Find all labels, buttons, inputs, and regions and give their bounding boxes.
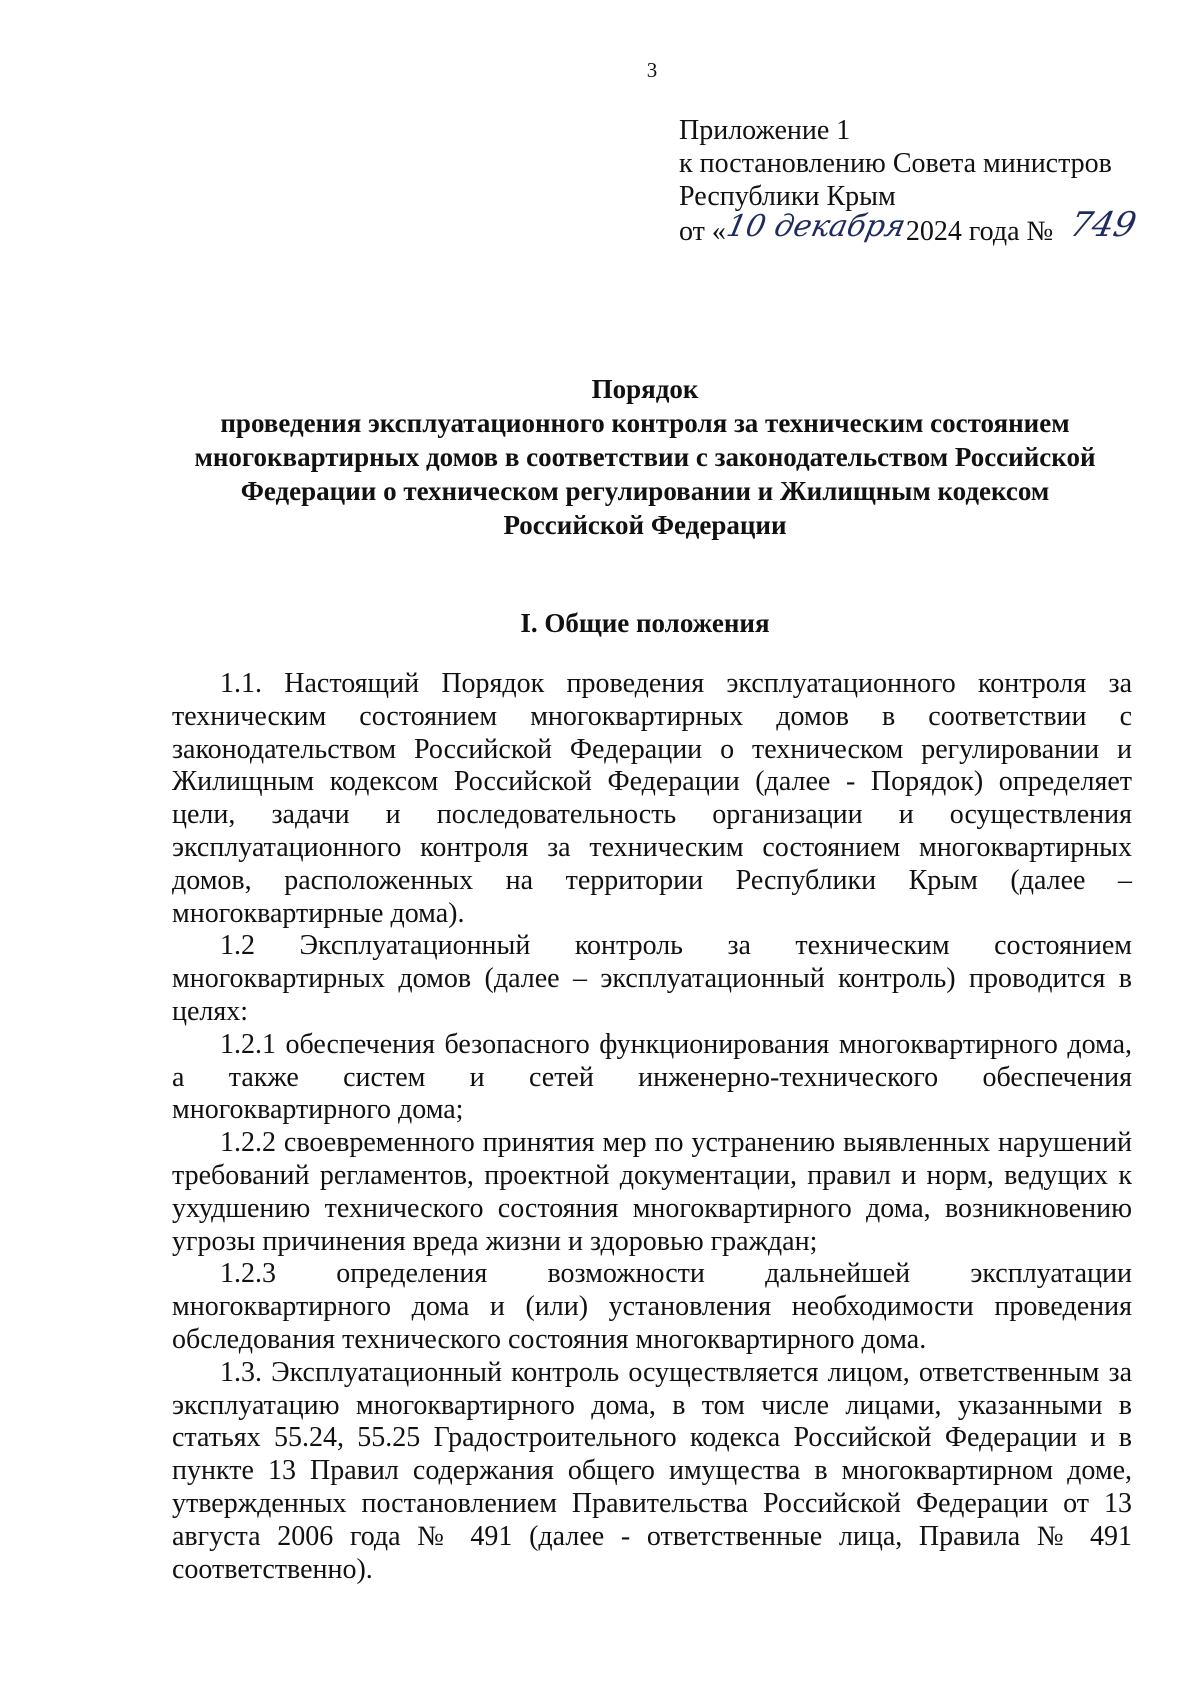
appendix-line-3: Республики Крым bbox=[679, 181, 896, 212]
appendix-line-2: к постановлению Совета министров bbox=[679, 148, 1112, 179]
paragraph-1-3: 1.3. Эксплуатационный контроль осуществляется лицом, ответственным за эксплуатацию многоквартирного дома, в том числе лицами, указанными в статьях 55.24, 55.25 Градостроительного кодекса Российской Федерации и в пункте 13 Правил содержания общего имущества в многоквартирном доме, утвержденных постановлением Правительства Российской Федерации от 13 августа 2006 года № 491 (далее - ответственные лица, Правила № 491 соответственно). bbox=[172, 1356, 1132, 1585]
date-suffix: 2024 года № bbox=[905, 216, 1054, 247]
document-body bbox=[172, 668, 1132, 1586]
appendix-line-1: Приложение 1 bbox=[679, 115, 851, 146]
title-heading: Порядок bbox=[591, 374, 699, 404]
title-line: Федерации о техническом регулировании и Жилищным кодексом bbox=[240, 476, 1050, 506]
handwritten-number: 749 bbox=[1066, 205, 1141, 245]
title-line: многоквартирных домов в соответствии с законодательством Российской bbox=[194, 442, 1096, 472]
title-line: Российской Федерации bbox=[503, 510, 787, 540]
paragraph-1-1: 1.1. Настоящий Порядок проведения эксплуатационного контроля за техническим состоянием многоквартирных домов в соответствии с законодательством Российской Федерации о техническом регулировании и Жилищным кодексом Российской Федерации (далее - Порядок) определяет цели, задачи и последовательность организации и осуществления эксплуатационного контроля за техническим состоянием многоквартирных домов, расположенных на территории Республики Крым (далее – многоквартирные дома). bbox=[172, 668, 1132, 929]
date-prefix: от « bbox=[679, 216, 726, 247]
appendix-date-line bbox=[679, 205, 1159, 248]
paragraph-1-2: 1.2 Эксплуатационный контроль за техническим состоянием многоквартирных домов (далее – эксплуатационный контроль) проводится в целях: bbox=[172, 930, 1132, 1027]
page-number: 3 bbox=[646, 58, 658, 82]
title-line: проведения эксплуатационного контроля за техническим состоянием bbox=[220, 408, 1070, 438]
paragraph-1-2-3: 1.2.3 определения возможности дальнейшей эксплуатации многоквартирного дома и (или) установления необходимости проведения обследования технического состояния многоквартирного дома. bbox=[172, 1258, 1132, 1355]
paragraph-1-2-1: 1.2.1 обеспечения безопасного функционирования многоквартирного дома, а также систем и сетей инженерно-технического обеспечения многоквартирного дома; bbox=[172, 1028, 1132, 1126]
section-heading: I. Общие положения bbox=[520, 608, 770, 638]
appendix-block bbox=[679, 114, 1159, 248]
handwritten-date: 10 декабря bbox=[723, 209, 909, 244]
paragraph-1-2-2: 1.2.2 своевременного принятия мер по устранению выявленных нарушений требований регламентов, проектной документации, правил и норм, ведущих к ухудшению технического состояния многоквартирного дома, возникновению угрозы причинения вреда жизни и здоровью граждан; bbox=[172, 1127, 1132, 1257]
document-title bbox=[160, 372, 1130, 542]
